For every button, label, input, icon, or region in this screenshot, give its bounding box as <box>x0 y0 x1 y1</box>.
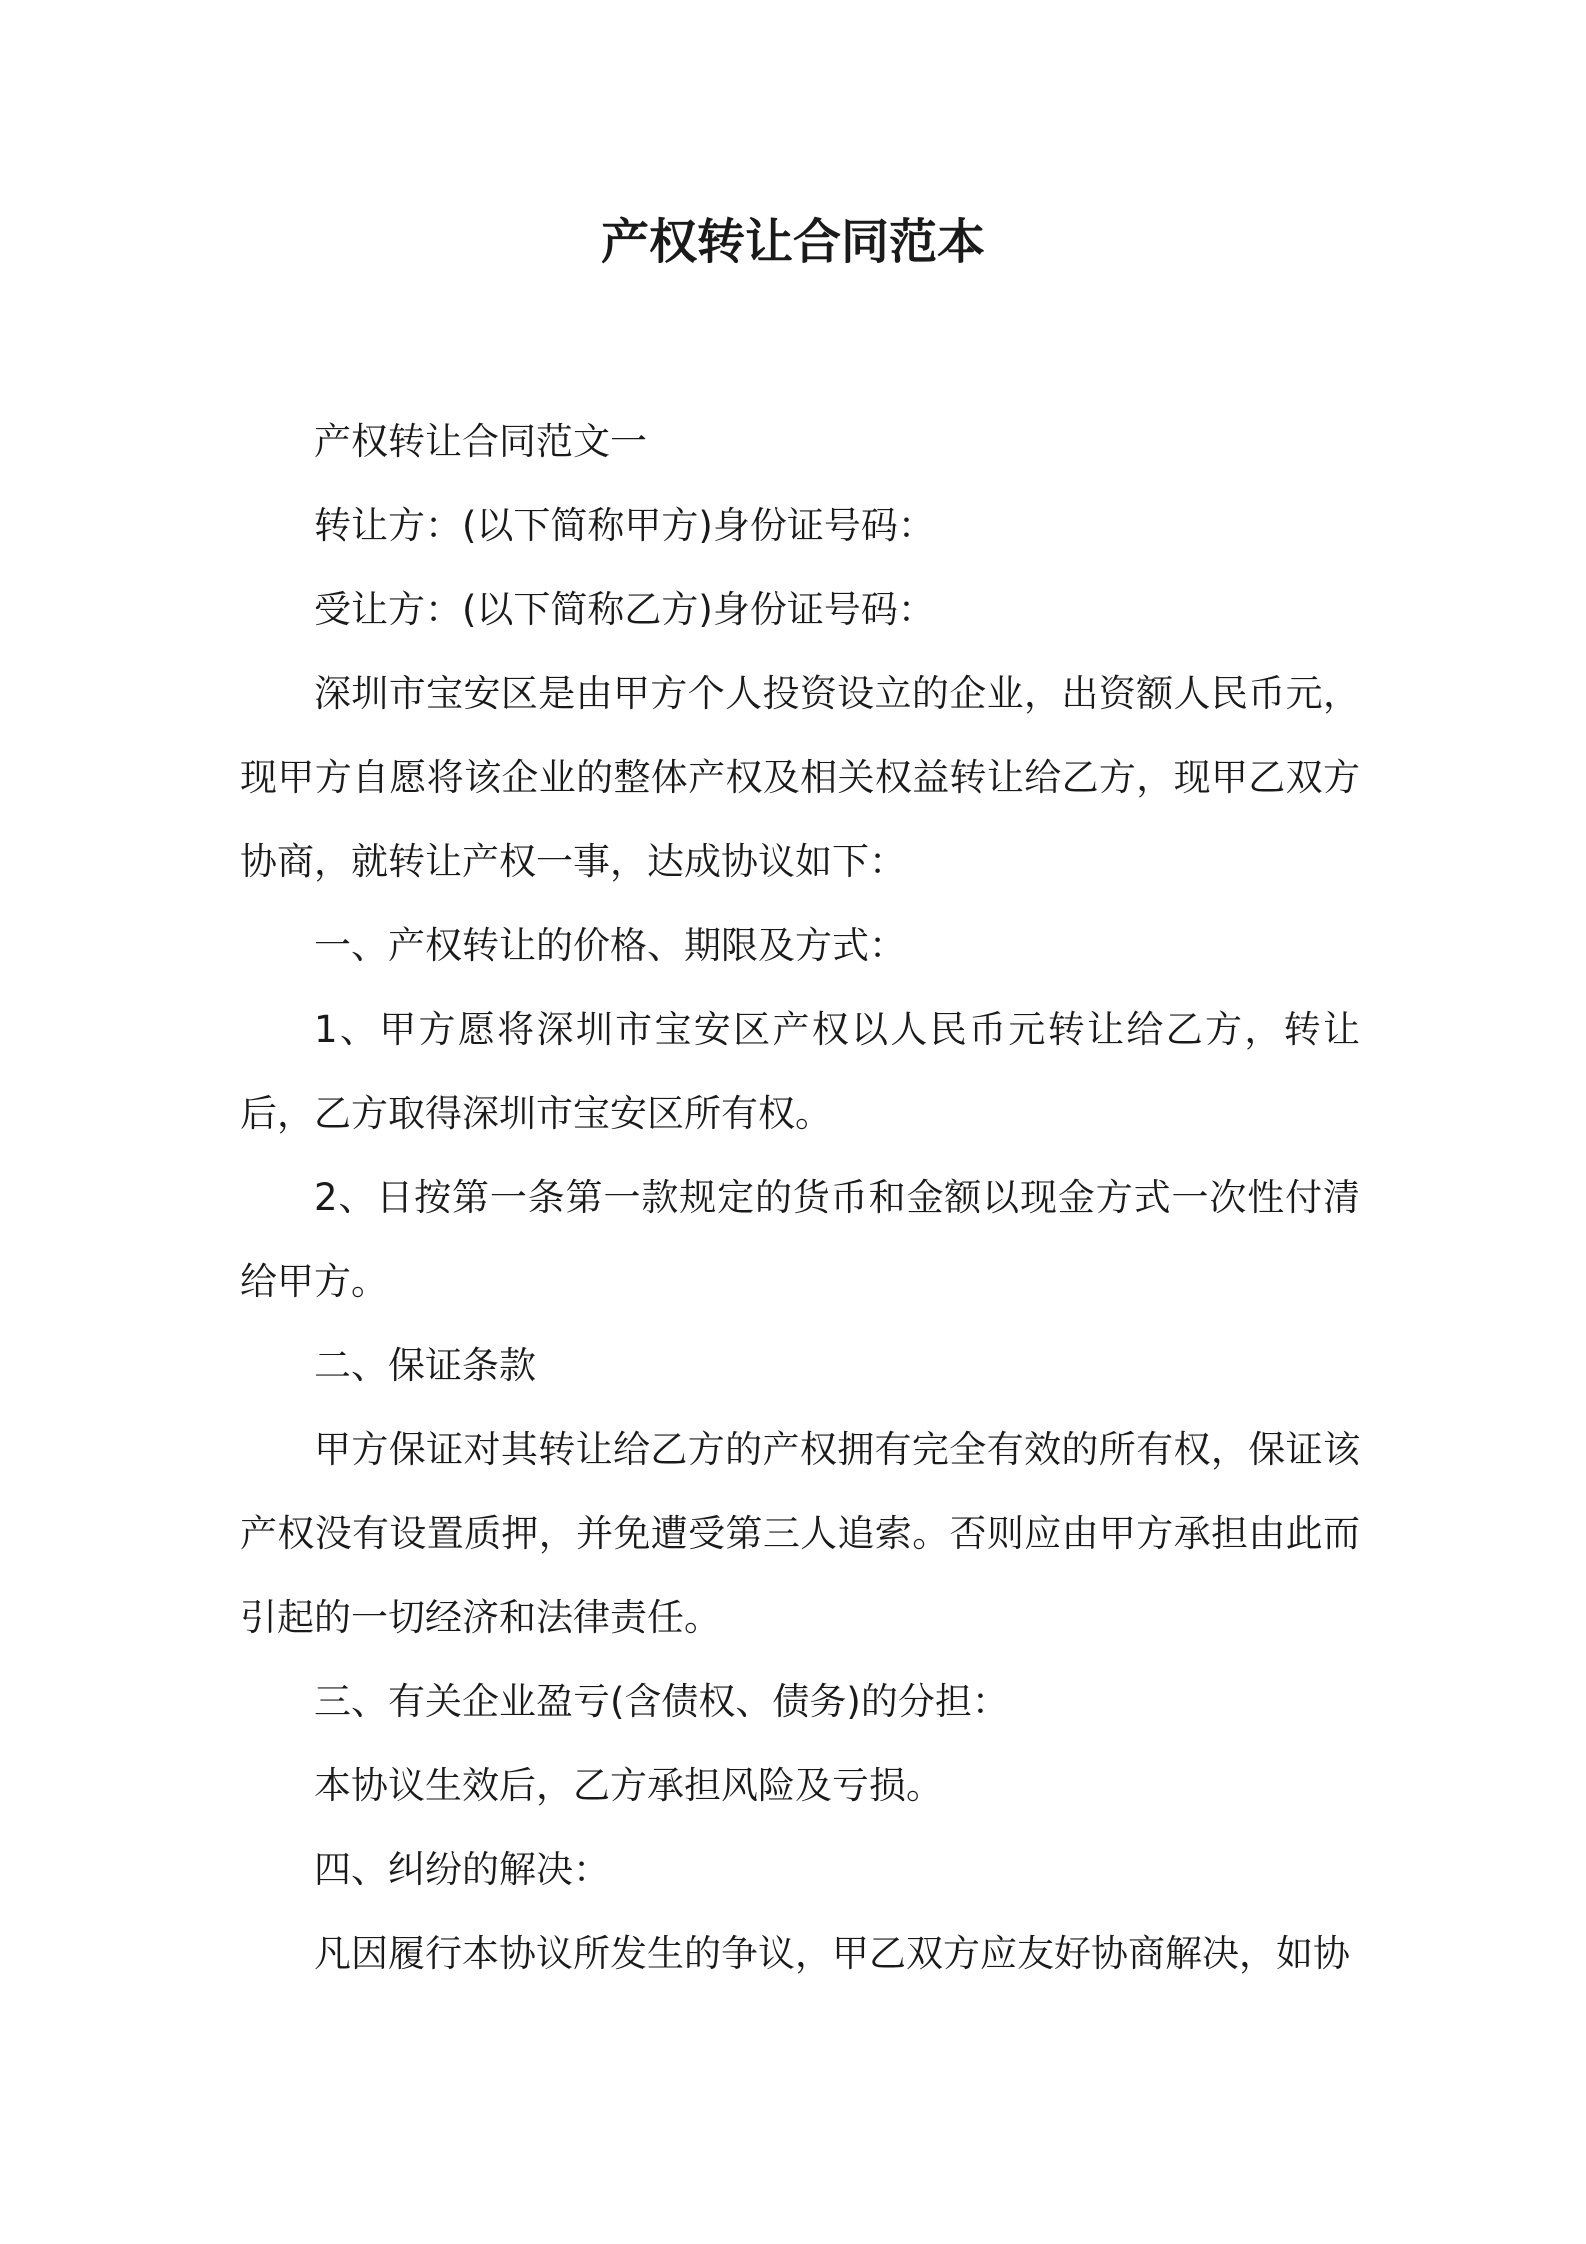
dispute-paragraph: 凡因履行本协议所发生的争议，甲乙双方应友好协商解决，如协 <box>314 1932 1350 1975</box>
profit-loss-paragraph: 本协议生效后，乙方承担风险及亏损。 <box>314 1764 943 1807</box>
preamble-paragraph: 深圳市宝安区是由甲方个人投资设立的企业，出资额人民币元，现甲方自愿将该企业的整体产权及相关权益转让给乙方，现甲乙双方协商，就转让产权一事，达成协议如下： <box>240 672 1360 883</box>
clause-1-paragraph: 1、甲方愿将深圳市宝安区产权以人民币元转让给乙方，转让后，乙方取得深圳市宝安区所有权。 <box>240 1008 1360 1135</box>
transferee-line: 受让方：(以下简称乙方)身份证号码： <box>314 588 935 631</box>
document-title: 产权转让合同范本 <box>600 214 985 270</box>
clause-heading-profit-loss: 三、有关企业盈亏(含债权、债务)的分担： <box>314 1680 1009 1723</box>
guarantee-paragraph: 甲方保证对其转让给乙方的产权拥有完全有效的所有权，保证该产权没有设置质押，并免遭受第三人追索。否则应由甲方承担由此而引起的一切经济和法律责任。 <box>240 1428 1360 1639</box>
clause-2-paragraph: 2、日按第一条第一款规定的货币和金额以现金方式一次性付清给甲方。 <box>240 1176 1360 1303</box>
clause-heading-price: 一、产权转让的价格、期限及方式： <box>314 924 906 967</box>
document-body <box>240 400 1360 1996</box>
transferor-line: 转让方：(以下简称甲方)身份证号码： <box>314 504 935 547</box>
clause-heading-guarantee: 二、保证条款 <box>314 1344 536 1387</box>
section-heading-sample-one: 产权转让合同范文一 <box>314 420 647 463</box>
clause-heading-dispute: 四、纠纷的解决： <box>314 1848 610 1891</box>
